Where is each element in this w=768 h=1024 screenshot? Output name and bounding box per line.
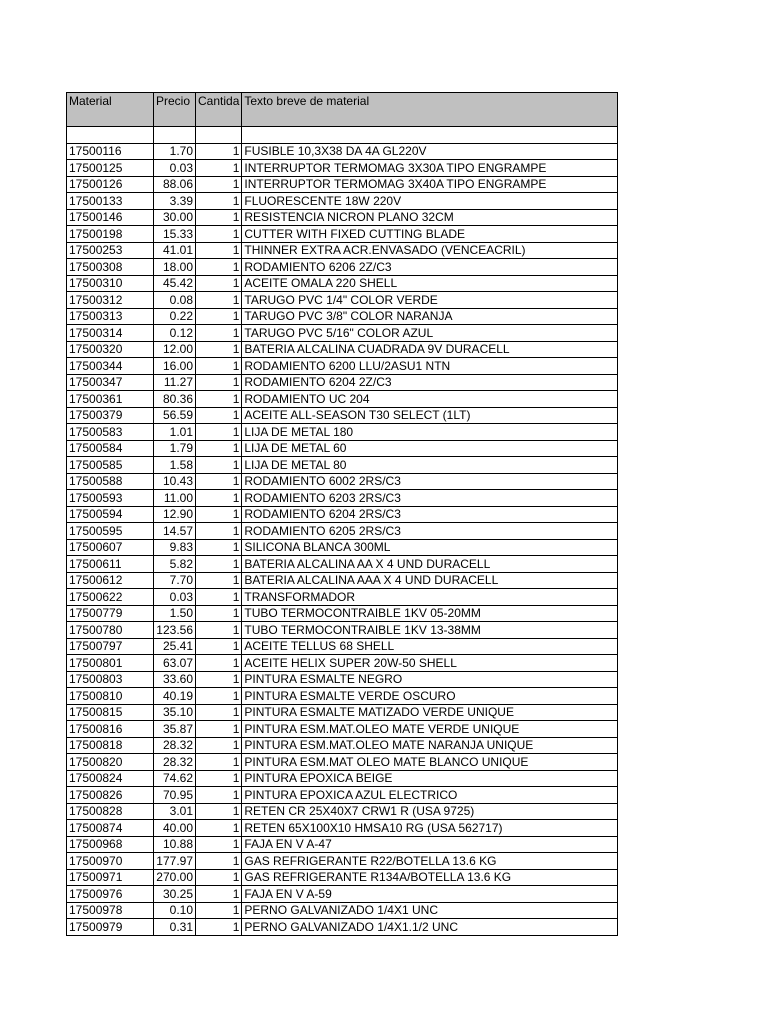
table-row — [67, 638, 618, 655]
material-cell: 17500797 — [67, 638, 154, 655]
material-cell: 17500818 — [67, 737, 154, 754]
table-row — [67, 490, 618, 507]
table-row — [67, 787, 618, 804]
texto-cell: BATERIA ALCALINA CUADRADA 9V DURACELL — [242, 341, 618, 358]
cantidad-cell: 1 — [196, 556, 242, 573]
material-cell: 17500314 — [67, 325, 154, 342]
texto-cell: PINTURA ESM.MAT OLEO MATE BLANCO UNIQUE — [242, 754, 618, 771]
material-cell: 17500828 — [67, 803, 154, 820]
cantidad-cell: 1 — [196, 176, 242, 193]
table-row — [67, 803, 618, 820]
texto-cell: PERNO GALVANIZADO 1/4X1.1/2 UNC — [242, 919, 618, 936]
cantidad-cell: 1 — [196, 259, 242, 276]
material-cell: 17500622 — [67, 589, 154, 606]
table-row — [67, 754, 618, 771]
cantidad-cell: 1 — [196, 143, 242, 160]
header-row — [67, 93, 618, 127]
precio-cell: 270.00 — [154, 869, 196, 886]
cantidad-cell: 1 — [196, 160, 242, 177]
texto-cell: RODAMIENTO 6204 2Z/C3 — [242, 374, 618, 391]
blank-cell — [154, 127, 196, 144]
texto-cell: BATERIA ALCALINA AAA X 4 UND DURACELL — [242, 572, 618, 589]
material-cell: 17500978 — [67, 902, 154, 919]
table-row — [67, 473, 618, 490]
texto-cell: TUBO TERMOCONTRAIBLE 1KV 13-38MM — [242, 622, 618, 639]
texto-cell: PINTURA ESMALTE MATIZADO VERDE UNIQUE — [242, 704, 618, 721]
material-cell: 17500379 — [67, 407, 154, 424]
texto-cell: BATERIA ALCALINA AA X 4 UND DURACELL — [242, 556, 618, 573]
texto-cell: SILICONA BLANCA 300ML — [242, 539, 618, 556]
table-row — [67, 539, 618, 556]
table-row — [67, 737, 618, 754]
cantidad-cell: 1 — [196, 473, 242, 490]
material-cell: 17500116 — [67, 143, 154, 160]
table-row — [67, 853, 618, 870]
precio-cell: 0.10 — [154, 902, 196, 919]
table-row — [67, 902, 618, 919]
material-cell: 17500583 — [67, 424, 154, 441]
cantidad-cell: 1 — [196, 292, 242, 309]
cantidad-cell: 1 — [196, 523, 242, 540]
texto-cell: RETEN 65X100X10 HMSA10 RG (USA 562717) — [242, 820, 618, 837]
table-row — [67, 193, 618, 210]
precio-cell: 40.19 — [154, 688, 196, 705]
table-row — [67, 589, 618, 606]
precio-cell: 56.59 — [154, 407, 196, 424]
precio-cell: 18.00 — [154, 259, 196, 276]
precio-cell: 45.42 — [154, 275, 196, 292]
material-cell: 17500361 — [67, 391, 154, 408]
cantidad-cell: 1 — [196, 787, 242, 804]
material-cell: 17500133 — [67, 193, 154, 210]
table-row — [67, 770, 618, 787]
precio-cell: 41.01 — [154, 242, 196, 259]
precio-cell: 12.90 — [154, 506, 196, 523]
cantidad-cell: 1 — [196, 440, 242, 457]
material-cell: 17500612 — [67, 572, 154, 589]
table-row — [67, 655, 618, 672]
texto-cell: PINTURA EPOXICA AZUL ELECTRICO — [242, 787, 618, 804]
precio-cell: 0.31 — [154, 919, 196, 936]
material-cell: 17500976 — [67, 886, 154, 903]
texto-cell: RODAMIENTO 6204 2RS/C3 — [242, 506, 618, 523]
material-cell: 17500320 — [67, 341, 154, 358]
table-row — [67, 622, 618, 639]
cantidad-cell: 1 — [196, 391, 242, 408]
blank-cell — [196, 127, 242, 144]
precio-cell: 0.03 — [154, 589, 196, 606]
texto-cell: PERNO GALVANIZADO 1/4X1 UNC — [242, 902, 618, 919]
texto-cell: LIJA DE METAL 80 — [242, 457, 618, 474]
texto-cell: TRANSFORMADOR — [242, 589, 618, 606]
material-cell: 17500588 — [67, 473, 154, 490]
texto-cell: RODAMIENTO 6203 2RS/C3 — [242, 490, 618, 507]
texto-cell: CUTTER WITH FIXED CUTTING BLADE — [242, 226, 618, 243]
table-row — [67, 143, 618, 160]
cantidad-cell: 1 — [196, 622, 242, 639]
precio-cell: 1.01 — [154, 424, 196, 441]
table-row — [67, 226, 618, 243]
material-price-table — [66, 92, 618, 936]
cantidad-cell: 1 — [196, 803, 242, 820]
table-row — [67, 325, 618, 342]
material-cell: 17500815 — [67, 704, 154, 721]
precio-cell: 80.36 — [154, 391, 196, 408]
precio-cell: 9.83 — [154, 539, 196, 556]
precio-cell: 33.60 — [154, 671, 196, 688]
cantidad-cell: 1 — [196, 506, 242, 523]
precio-cell: 1.79 — [154, 440, 196, 457]
texto-cell: RODAMIENTO 6200 LLU/2ASU1 NTN — [242, 358, 618, 375]
texto-cell: LIJA DE METAL 180 — [242, 424, 618, 441]
table-row — [67, 160, 618, 177]
material-cell: 17500607 — [67, 539, 154, 556]
table-row — [67, 572, 618, 589]
precio-cell: 0.12 — [154, 325, 196, 342]
texto-cell: PINTURA EPOXICA BEIGE — [242, 770, 618, 787]
table-row — [67, 374, 618, 391]
precio-cell: 28.32 — [154, 754, 196, 771]
table-row — [67, 523, 618, 540]
table-row — [67, 886, 618, 903]
precio-cell: 0.22 — [154, 308, 196, 325]
precio-cell: 88.06 — [154, 176, 196, 193]
material-cell: 17500816 — [67, 721, 154, 738]
cantidad-cell: 1 — [196, 572, 242, 589]
texto-cell: INTERRUPTOR TERMOMAG 3X30A TIPO ENGRAMPE — [242, 160, 618, 177]
cantidad-cell: 1 — [196, 853, 242, 870]
cantidad-cell: 1 — [196, 638, 242, 655]
texto-cell: GAS REFRIGERANTE R134A/BOTELLA 13.6 KG — [242, 869, 618, 886]
cantidad-cell: 1 — [196, 737, 242, 754]
material-cell: 17500125 — [67, 160, 154, 177]
precio-cell: 74.62 — [154, 770, 196, 787]
table-row — [67, 820, 618, 837]
precio-cell: 3.01 — [154, 803, 196, 820]
texto-cell: FUSIBLE 10,3X38 DA 4A GL220V — [242, 143, 618, 160]
cantidad-cell: 1 — [196, 869, 242, 886]
table-row — [67, 308, 618, 325]
texto-cell: THINNER EXTRA ACR.ENVASADO (VENCEACRIL) — [242, 242, 618, 259]
material-cell: 17500874 — [67, 820, 154, 837]
precio-cell: 5.82 — [154, 556, 196, 573]
cantidad-cell: 1 — [196, 193, 242, 210]
texto-cell: RODAMIENTO 6002 2RS/C3 — [242, 473, 618, 490]
precio-cell: 16.00 — [154, 358, 196, 375]
cantidad-cell: 1 — [196, 490, 242, 507]
precio-cell: 63.07 — [154, 655, 196, 672]
precio-cell: 15.33 — [154, 226, 196, 243]
cantidad-cell: 1 — [196, 424, 242, 441]
table-row — [67, 457, 618, 474]
precio-cell: 1.58 — [154, 457, 196, 474]
cantidad-cell: 1 — [196, 655, 242, 672]
texto-cell: ACEITE HELIX SUPER 20W-50 SHELL — [242, 655, 618, 672]
cantidad-cell: 1 — [196, 358, 242, 375]
material-cell: 17500824 — [67, 770, 154, 787]
table-row — [67, 275, 618, 292]
texto-cell: PINTURA ESM.MAT.OLEO MATE NARANJA UNIQUE — [242, 737, 618, 754]
precio-cell: 0.08 — [154, 292, 196, 309]
precio-cell: 3.39 — [154, 193, 196, 210]
material-cell: 17500826 — [67, 787, 154, 804]
precio-cell: 1.50 — [154, 605, 196, 622]
precio-cell: 14.57 — [154, 523, 196, 540]
table-row — [67, 391, 618, 408]
cantidad-cell: 1 — [196, 341, 242, 358]
material-cell: 17500253 — [67, 242, 154, 259]
blank-row — [67, 127, 618, 144]
table-row — [67, 556, 618, 573]
precio-cell: 7.70 — [154, 572, 196, 589]
material-cell: 17500126 — [67, 176, 154, 193]
cantidad-cell: 1 — [196, 539, 242, 556]
texto-cell: LIJA DE METAL 60 — [242, 440, 618, 457]
material-cell: 17500146 — [67, 209, 154, 226]
table-row — [67, 209, 618, 226]
blank-cell — [242, 127, 618, 144]
cantidad-cell: 1 — [196, 308, 242, 325]
material-cell: 17500803 — [67, 671, 154, 688]
material-cell: 17500968 — [67, 836, 154, 853]
cantidad-cell: 1 — [196, 209, 242, 226]
table-row — [67, 341, 618, 358]
table-row — [67, 671, 618, 688]
precio-cell: 177.97 — [154, 853, 196, 870]
cantidad-cell: 1 — [196, 589, 242, 606]
cantidad-cell: 1 — [196, 605, 242, 622]
cantidad-cell: 1 — [196, 242, 242, 259]
table-row — [67, 688, 618, 705]
material-cell: 17500611 — [67, 556, 154, 573]
header-precio: Precio — [154, 93, 196, 127]
table-row — [67, 704, 618, 721]
material-cell: 17500971 — [67, 869, 154, 886]
table-row — [67, 836, 618, 853]
table-row — [67, 721, 618, 738]
texto-cell: TARUGO PVC 5/16" COLOR AZUL — [242, 325, 618, 342]
table-row — [67, 407, 618, 424]
material-cell: 17500313 — [67, 308, 154, 325]
texto-cell: TARUGO PVC 3/8" COLOR NARANJA — [242, 308, 618, 325]
header-texto: Texto breve de material — [242, 93, 618, 127]
texto-cell: INTERRUPTOR TERMOMAG 3X40A TIPO ENGRAMPE — [242, 176, 618, 193]
table-row — [67, 506, 618, 523]
texto-cell: RODAMIENTO UC 204 — [242, 391, 618, 408]
texto-cell: PINTURA ESMALTE NEGRO — [242, 671, 618, 688]
cantidad-cell: 1 — [196, 902, 242, 919]
material-cell: 17500801 — [67, 655, 154, 672]
table-row — [67, 292, 618, 309]
cantidad-cell: 1 — [196, 721, 242, 738]
material-cell: 17500820 — [67, 754, 154, 771]
table-row — [67, 605, 618, 622]
material-cell: 17500970 — [67, 853, 154, 870]
texto-cell: RESISTENCIA NICRON PLANO 32CM — [242, 209, 618, 226]
table-row — [67, 869, 618, 886]
cantidad-cell: 1 — [196, 754, 242, 771]
material-cell: 17500584 — [67, 440, 154, 457]
precio-cell: 70.95 — [154, 787, 196, 804]
texto-cell: TUBO TERMOCONTRAIBLE 1KV 05-20MM — [242, 605, 618, 622]
precio-cell: 10.88 — [154, 836, 196, 853]
header-cantidad: Cantida — [196, 93, 242, 127]
cantidad-cell: 1 — [196, 836, 242, 853]
material-cell: 17500780 — [67, 622, 154, 639]
cantidad-cell: 1 — [196, 770, 242, 787]
material-cell: 17500779 — [67, 605, 154, 622]
cantidad-cell: 1 — [196, 407, 242, 424]
texto-cell: FLUORESCENTE 18W 220V — [242, 193, 618, 210]
table-row — [67, 424, 618, 441]
precio-cell: 123.56 — [154, 622, 196, 639]
material-cell: 17500310 — [67, 275, 154, 292]
cantidad-cell: 1 — [196, 325, 242, 342]
precio-cell: 11.00 — [154, 490, 196, 507]
texto-cell: PINTURA ESM.MAT.OLEO MATE VERDE UNIQUE — [242, 721, 618, 738]
texto-cell: PINTURA ESMALTE VERDE OSCURO — [242, 688, 618, 705]
material-cell: 17500593 — [67, 490, 154, 507]
cantidad-cell: 1 — [196, 457, 242, 474]
texto-cell: GAS REFRIGERANTE R22/BOTELLA 13.6 KG — [242, 853, 618, 870]
material-cell: 17500585 — [67, 457, 154, 474]
material-cell: 17500810 — [67, 688, 154, 705]
precio-cell: 35.10 — [154, 704, 196, 721]
precio-cell: 30.00 — [154, 209, 196, 226]
precio-cell: 40.00 — [154, 820, 196, 837]
cantidad-cell: 1 — [196, 226, 242, 243]
precio-cell: 1.70 — [154, 143, 196, 160]
texto-cell: RETEN CR 25X40X7 CRW1 R (USA 9725) — [242, 803, 618, 820]
texto-cell: TARUGO PVC 1/4" COLOR VERDE — [242, 292, 618, 309]
table-row — [67, 440, 618, 457]
table-row — [67, 176, 618, 193]
cantidad-cell: 1 — [196, 688, 242, 705]
precio-cell: 30.25 — [154, 886, 196, 903]
precio-cell: 12.00 — [154, 341, 196, 358]
precio-cell: 25.41 — [154, 638, 196, 655]
cantidad-cell: 1 — [196, 919, 242, 936]
material-cell: 17500594 — [67, 506, 154, 523]
cantidad-cell: 1 — [196, 886, 242, 903]
table-row — [67, 242, 618, 259]
material-cell: 17500198 — [67, 226, 154, 243]
texto-cell: ACEITE ALL-SEASON T30 SELECT (1LT) — [242, 407, 618, 424]
table-row — [67, 259, 618, 276]
texto-cell: RODAMIENTO 6205 2RS/C3 — [242, 523, 618, 540]
material-cell: 17500312 — [67, 292, 154, 309]
precio-cell: 11.27 — [154, 374, 196, 391]
texto-cell: FAJA EN V A-47 — [242, 836, 618, 853]
precio-cell: 0.03 — [154, 160, 196, 177]
table-row — [67, 919, 618, 936]
blank-cell — [67, 127, 154, 144]
precio-cell: 10.43 — [154, 473, 196, 490]
cantidad-cell: 1 — [196, 275, 242, 292]
cantidad-cell: 1 — [196, 704, 242, 721]
header-material: Material — [67, 93, 154, 127]
cantidad-cell: 1 — [196, 820, 242, 837]
texto-cell: ACEITE TELLUS 68 SHELL — [242, 638, 618, 655]
cantidad-cell: 1 — [196, 671, 242, 688]
material-cell: 17500595 — [67, 523, 154, 540]
cantidad-cell: 1 — [196, 374, 242, 391]
material-cell: 17500979 — [67, 919, 154, 936]
texto-cell: RODAMIENTO 6206 2Z/C3 — [242, 259, 618, 276]
texto-cell: FAJA EN V A-59 — [242, 886, 618, 903]
material-cell: 17500344 — [67, 358, 154, 375]
precio-cell: 28.32 — [154, 737, 196, 754]
texto-cell: ACEITE OMALA 220 SHELL — [242, 275, 618, 292]
precio-cell: 35.87 — [154, 721, 196, 738]
table-row — [67, 358, 618, 375]
material-cell: 17500347 — [67, 374, 154, 391]
material-cell: 17500308 — [67, 259, 154, 276]
